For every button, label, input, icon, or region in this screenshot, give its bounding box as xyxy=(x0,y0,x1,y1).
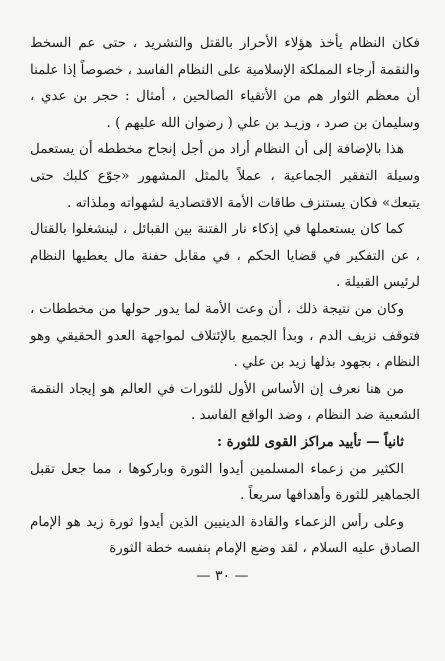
paragraph-5: من هنا نعرف إن الأساس الأول للثورات في العالم هو إيجاد النقمة الشعبية ضد النظام ، وضد الواقع الفاسد . xyxy=(30,380,420,424)
paragraph-1: فكان النظام يأخذ هؤلاء الأحرار بالقتل والتشريد ، حتى عم السخط والنقمة أرجاء المملكة الإسلامية على النظام الفاسد ، خصوصاً إذا علمنا أن معظم الثوار هم من الأتقياء الصالحين ، أمثال : حجر بن عدي ، وسليمان بن صرد ، وزيـد بن علي ( رضوان الله عليهم ) . xyxy=(30,35,420,131)
paragraph-6: الكثير من زعماء المسلمين أيدوا الثورة وباركوها ، مما جعل تقبل الجماهير للثورة وأهدافها سريعاً . xyxy=(30,460,420,504)
section-heading: ثانياً — تأييد مراكز القوى للثورة : xyxy=(216,433,404,450)
paragraph-3: كما كان يستعملها في إذكاء نار الفتنة بين القبائل ، لينشغلوا بالقتال ، عن التفكير في قضايا الحكم ، في مقابل حفنة مال يعطيها النظام لرئيس القبيلة . xyxy=(30,221,420,291)
paragraph-4: وكان من نتيجة ذلك ، أن وعت الأمة لما يدور حولها من مخططات ، فتوقف نزيف الدم ، وبدأ الجميع بالإئتلاف لمواجهة العدو الحقيقي وهو النظام ، بجهود بذلها زيد بن علي . xyxy=(30,300,420,371)
document-page xyxy=(30,30,420,650)
paragraph-7: وعلى رأس الزعماء والقادة الدينيين الذين أيدوا ثورة زيد هو الإمام الصادق عليه السلام ، لقد وضع الإمام بنفسه خطة الثورة xyxy=(30,513,420,557)
page-number: — ٣٠ — xyxy=(196,568,249,584)
paragraph-2: هذا بالإضافة إلى أن النظام أراد من أجل إنجاح مخططه أن يستعمل وسيلة التفقير الجماعية ، عملاً بالمثل المشهور «جوّع كلبك حتى يتبعك» فكان يستنزف طاقات الأمة الاقتصادية لشهواته وملذاته . xyxy=(30,141,420,211)
